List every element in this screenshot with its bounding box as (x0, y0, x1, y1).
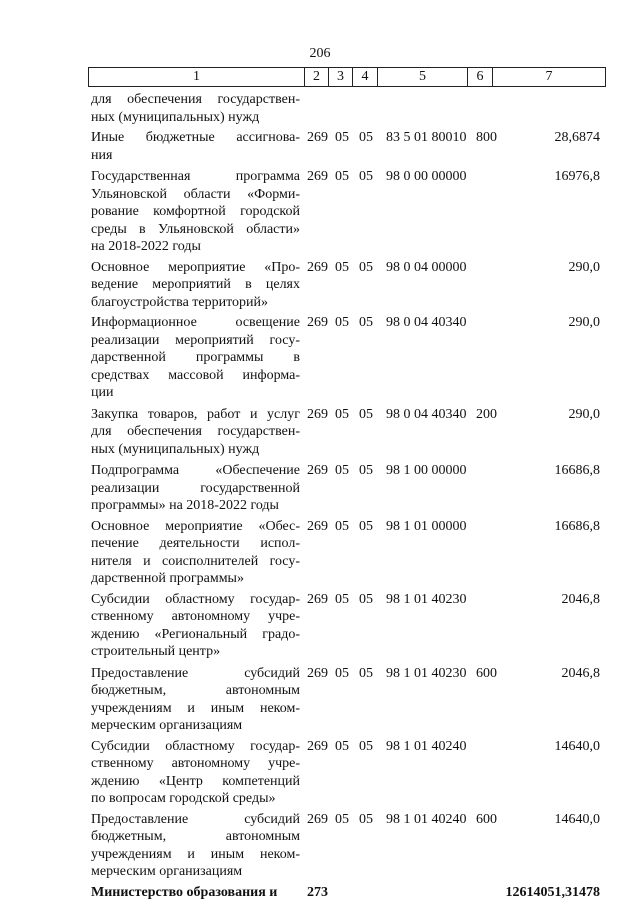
row-name-line: рование комфортной городской (91, 204, 300, 219)
cell-c5: 83 5 01 80010 (386, 130, 467, 145)
row-name-line: ждению «Центр компетенций (91, 773, 300, 789)
row-name (91, 884, 300, 902)
row-name-line: реализации мероприятий госу- (91, 332, 300, 348)
row-name-line: средствах массовой информа- (91, 367, 300, 383)
row-name-line: дарственной программы в (91, 350, 300, 365)
row-name-line: учреждениям и иным неком- (91, 700, 300, 716)
cell-c3: 05 (335, 811, 349, 827)
cell-c7: 2046,8 (561, 665, 600, 681)
cell-c6: 800 (476, 130, 497, 145)
row-name (91, 591, 300, 661)
row-name-line: ведение мероприятий в целях (91, 277, 300, 292)
header-col-4: 4 (352, 68, 377, 86)
cell-c5: 98 1 00 00000 (386, 463, 467, 478)
cell-c5: 98 0 04 40340 (386, 406, 467, 422)
row-name (91, 129, 300, 164)
cell-c7: 290,0 (568, 315, 600, 330)
row-name-line: ции (91, 385, 114, 400)
row-name (91, 665, 300, 735)
row-name-line: Иные бюджетные ассигнова- (91, 130, 300, 145)
cell-c2: 269 (307, 315, 328, 330)
page-number: 206 (309, 46, 331, 61)
row-name-line: на 2018-2022 годы (91, 239, 201, 254)
cell-c4: 05 (359, 463, 373, 478)
row-name-line: печение деятельности испол- (91, 536, 300, 551)
cell-c4: 05 (359, 130, 373, 145)
row-name (91, 91, 300, 126)
row-name-line: благоустройства территорий» (91, 294, 269, 310)
cell-c4: 05 (359, 315, 373, 330)
row-name-line: Ульяновской области «Форми- (91, 186, 300, 202)
cell-c2: 269 (307, 130, 328, 145)
header-col-6: 6 (467, 68, 492, 86)
header-col-3: 3 (328, 68, 352, 86)
cell-c6: 200 (476, 406, 497, 422)
row-name-line: строительный центр» (91, 644, 221, 659)
cell-c5: 98 1 01 40240 (386, 738, 467, 754)
header-col-5: 5 (377, 68, 467, 86)
row-name-line: Основное мероприятие «Обес- (91, 518, 300, 534)
row-name-line: ных (муниципальных) нужд (91, 109, 260, 125)
row-name (91, 811, 300, 881)
cell-c3: 05 (335, 738, 349, 754)
row-name (91, 314, 300, 402)
row-name-line: программы» на 2018-2022 годы (91, 498, 279, 513)
row-name-line: по вопросам городской среды» (91, 791, 276, 806)
cell-c4: 05 (359, 811, 373, 827)
cell-c3: 05 (335, 315, 349, 330)
cell-c5: 98 0 04 00000 (386, 259, 467, 275)
row-name-line: Субсидии областному государ- (91, 738, 300, 754)
header-col-2: 2 (304, 68, 328, 86)
cell-c3: 05 (335, 463, 349, 478)
cell-c2: 273 (307, 884, 328, 900)
cell-c7: 2046,8 (561, 591, 600, 607)
cell-c5: 98 0 00 00000 (386, 169, 467, 184)
table-header (88, 67, 606, 87)
cell-c3: 05 (335, 169, 349, 184)
row-name-line: Предоставление субсидий (91, 665, 300, 681)
row-name-line: мерческим организациям (91, 864, 243, 879)
row-name-line: Основное мероприятие «Про- (91, 259, 300, 275)
cell-c2: 269 (307, 591, 328, 607)
row-name-line: среды в Ульяновской области» (91, 221, 300, 237)
cell-c2: 269 (307, 406, 328, 422)
cell-c5: 98 1 01 40240 (386, 811, 467, 827)
cell-c4: 05 (359, 665, 373, 681)
row-name-line: реализации государственной (91, 480, 300, 496)
row-name-line: нителя и соисполнителей госу- (91, 553, 300, 569)
cell-c7: 16976,8 (554, 169, 600, 184)
row-name-line: учреждениям и иным неком- (91, 846, 300, 862)
cell-c2: 269 (307, 259, 328, 275)
cell-c2: 269 (307, 518, 328, 534)
row-name (91, 259, 300, 312)
row-name-line: Подпрограмма «Обеспечение (91, 463, 300, 478)
row-name-line: ственному автономному учре- (91, 609, 300, 624)
cell-c2: 269 (307, 169, 328, 184)
cell-c4: 05 (359, 406, 373, 422)
cell-c6: 600 (476, 811, 497, 827)
row-name-line: бюджетным, автономным (91, 683, 300, 698)
cell-c3: 05 (335, 518, 349, 534)
row-name (91, 406, 300, 459)
cell-c3: 05 (335, 259, 349, 275)
row-name-line: Информационное освещение (91, 315, 300, 330)
row-name-line: Государственная программа (91, 169, 300, 184)
cell-c5: 98 1 01 40230 (386, 591, 467, 607)
cell-c7: 16686,8 (554, 518, 600, 534)
row-name-line: Предоставление субсидий (91, 811, 300, 827)
cell-c7: 14640,0 (554, 738, 600, 754)
cell-c4: 05 (359, 591, 373, 607)
row-name-line: ственному автономному учре- (91, 756, 300, 771)
row-name-line: Министерство образования и (91, 884, 278, 900)
header-col-1: 1 (193, 69, 200, 84)
row-name-line: для обеспечения государствен- (91, 424, 300, 439)
row-name-line: Субсидии областному государ- (91, 591, 300, 607)
row-name-line: мерческим организациям (91, 718, 243, 733)
row-name-line: дарственной программы» (91, 571, 244, 586)
cell-c2: 269 (307, 738, 328, 754)
row-name-line: для обеспечения государствен- (91, 92, 300, 107)
cell-c7: 12614051,31478 (505, 884, 600, 900)
row-name-line: ных (муниципальных) нужд (91, 441, 260, 457)
cell-c7: 28,6874 (554, 130, 600, 145)
cell-c3: 05 (335, 130, 349, 145)
cell-c2: 269 (307, 811, 328, 827)
cell-c2: 269 (307, 463, 328, 478)
cell-c4: 05 (359, 259, 373, 275)
cell-c7: 16686,8 (554, 463, 600, 478)
cell-c3: 05 (335, 591, 349, 607)
row-name (91, 518, 300, 588)
row-name (91, 462, 300, 515)
cell-c5: 98 1 01 40230 (386, 665, 467, 681)
row-name-line: ния (91, 147, 113, 163)
cell-c4: 05 (359, 518, 373, 534)
cell-c6: 600 (476, 665, 497, 681)
cell-c5: 98 0 04 40340 (386, 315, 467, 330)
cell-c7: 290,0 (568, 406, 600, 422)
cell-c4: 05 (359, 169, 373, 184)
cell-c3: 05 (335, 665, 349, 681)
row-name-line: ждению «Региональный градо- (91, 626, 300, 642)
cell-c7: 14640,0 (554, 811, 600, 827)
cell-c4: 05 (359, 738, 373, 754)
row-name (91, 168, 300, 256)
cell-c7: 290,0 (568, 259, 600, 275)
row-name (91, 738, 300, 808)
cell-c3: 05 (335, 406, 349, 422)
cell-c5: 98 1 01 00000 (386, 518, 467, 534)
cell-c2: 269 (307, 665, 328, 681)
row-name-line: Закупка товаров, работ и услуг (91, 406, 300, 422)
row-name-line: бюджетным, автономным (91, 829, 300, 844)
header-col-7: 7 (492, 68, 605, 86)
